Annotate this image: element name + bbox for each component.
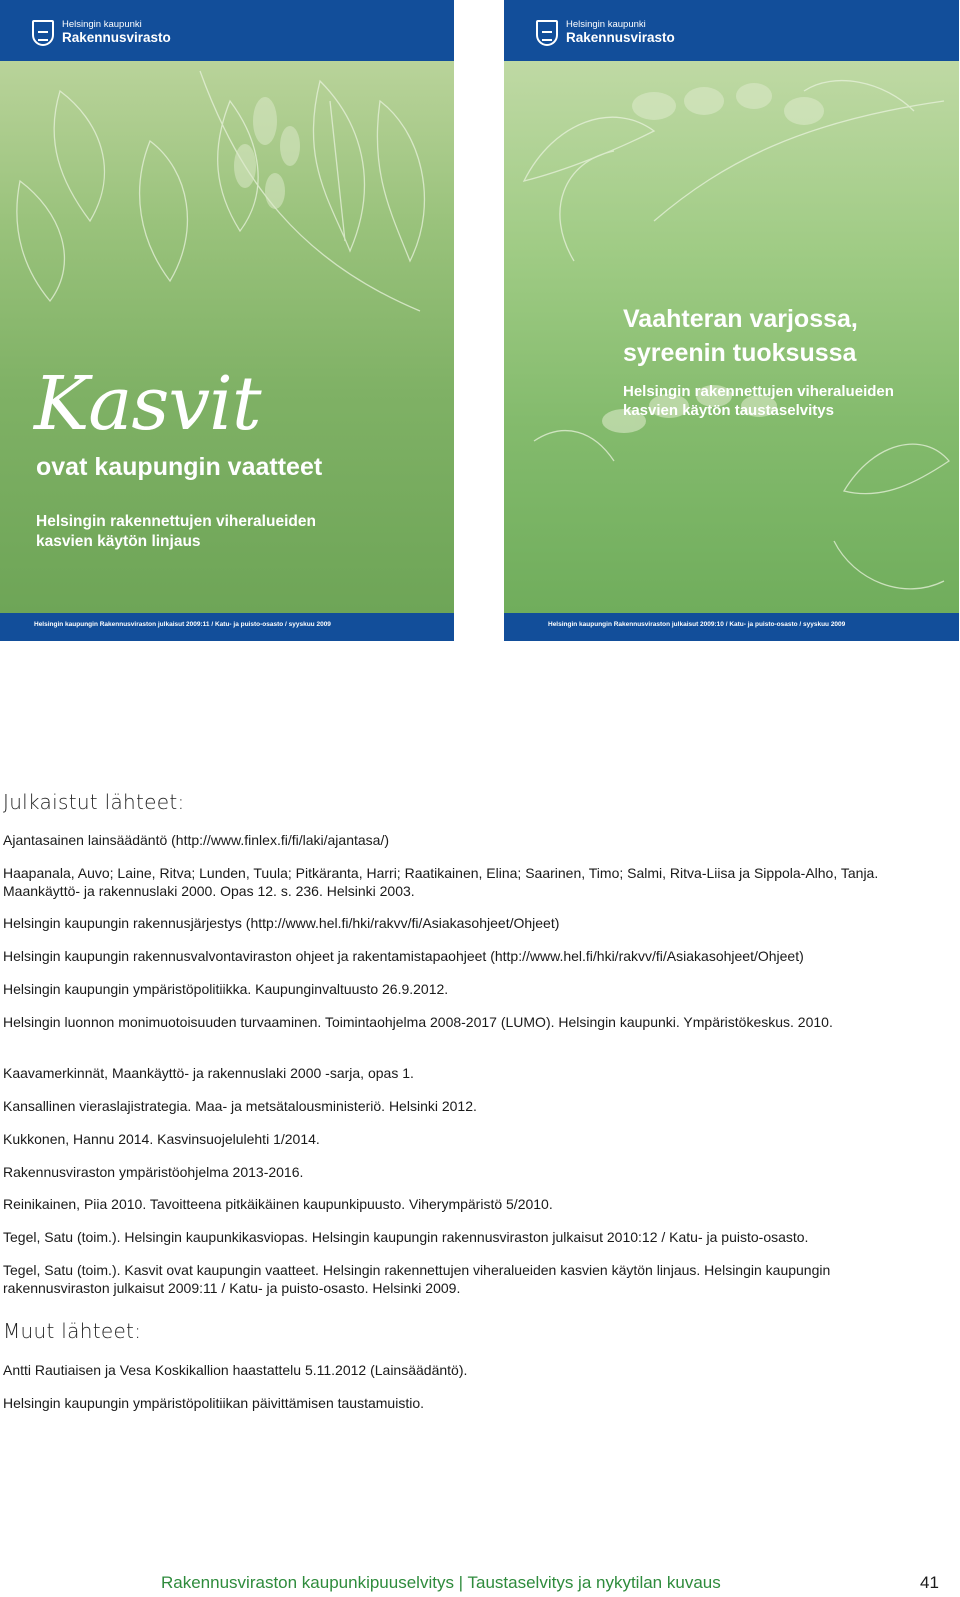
reference-item: Kukkonen, Hannu 2014. Kasvinsuojelulehti 1/2014. [3, 1131, 320, 1147]
reference-item: Reinikainen, Piia 2010. Tavoitteena pitkäikäinen kaupunkipuusto. Viherympäristö 5/2010. [3, 1196, 553, 1212]
reference-item: Helsingin luonnon monimuotoisuuden turvaaminen. Toimintaohjelma 2008-2017 (LUMO). Helsingin kaupunki. Ympäristökeskus. 2010. [3, 1014, 833, 1030]
reference-item: Helsingin kaupungin rakennusvalvontaviraston ohjeet ja rakentamistapaohjeet (http://www.hel.fi/hki/rakvv/fi/Asiakasohjeet/Ohjeet) [3, 948, 804, 964]
published-sources-heading: Julkaistut lähteet: [3, 790, 185, 814]
reference-item: Tegel, Satu (toim.). Kasvit ovat kaupungin vaatteet. Helsingin rakennettujen viheralueiden kasvien käytön linjaus. Helsingin kaupungin rakennusviraston julkaisut 2009:11 / Katu- ja puisto-osasto. Helsinki 2009. [3, 1262, 831, 1296]
cover-title-line-2: syreenin tuoksussa [623, 339, 857, 367]
brand-big: Rakennusvirasto [62, 30, 171, 45]
cover-header-band [504, 0, 959, 61]
brand-small: Helsingin kaupunki [566, 19, 646, 30]
cover-footer-text: Helsingin kaupungin Rakennusviraston julkaisut 2009:10 / Katu- ja puisto-osasto / syyskuu 2009 [548, 621, 846, 628]
cover-line-2: kasvien käytön linjaus [36, 533, 201, 550]
cover-line-2: kasvien käytön taustaselvitys [623, 402, 834, 419]
cover-subtitle: ovat kaupungin vaatteet [36, 453, 323, 481]
reference-item: Helsingin kaupungin rakennusjärjestys (http://www.hel.fi/hki/rakvv/fi/Asiakasohjeet/Ohjeet) [3, 915, 560, 931]
other-sources-heading: Muut lähteet: [3, 1319, 142, 1343]
city-crest-icon [32, 20, 54, 46]
reference-item: Kansallinen vieraslajistrategia. Maa- ja metsätalousministeriö. Helsinki 2012. [3, 1098, 477, 1114]
cover-header-band [0, 0, 454, 61]
reference-item: Antti Rautiaisen ja Vesa Koskikallion haastattelu 5.11.2012 (Lainsäädäntö). [3, 1362, 468, 1378]
reference-item: Helsingin kaupungin ympäristöpolitiikan päivittämisen taustamuistio. [3, 1395, 424, 1411]
cover-title-line-1: Vaahteran varjossa, [623, 305, 858, 333]
cover-illustration [0, 61, 454, 613]
reference-item: Haapanala, Auvo; Laine, Ritva; Lunden, Tuula; Pitkäranta, Harri; Raatikainen, Elina; Saarinen, Timo; Salmi, Ritva-Liisa ja Sippola-Alho, Tanja. Maankäyttö- ja rakennuslaki 2000. Opas 12. s. 236. Helsinki 2003. [3, 865, 879, 899]
cover-illustration [504, 61, 959, 613]
city-crest-icon [536, 20, 558, 46]
footer-document-title: Rakennusviraston kaupunkipuuselvitys | Taustaselvitys ja nykytilan kuvaus [161, 1573, 721, 1592]
cover-title: Kasvit [34, 361, 261, 447]
reference-item: Tegel, Satu (toim.). Helsingin kaupunkikasviopas. Helsingin kaupungin rakennusviraston julkaisut 2010:12 / Katu- ja puisto-osasto. [3, 1229, 809, 1245]
cover-line-1: Helsingin rakennettujen viheralueiden [36, 513, 316, 530]
reference-item: Rakennusviraston ympäristöohjelma 2013-2016. [3, 1164, 304, 1180]
brand-big: Rakennusvirasto [566, 30, 675, 45]
page-number: 41 [920, 1573, 939, 1592]
reference-item: Ajantasainen lainsäädäntö (http://www.finlex.fi/fi/laki/ajantasa/) [3, 832, 389, 848]
cover-line-1: Helsingin rakennettujen viheralueiden [623, 383, 894, 400]
reference-item: Kaavamerkinnät, Maankäyttö- ja rakennuslaki 2000 -sarja, opas 1. [3, 1065, 414, 1081]
cover-kasvit [0, 0, 454, 641]
cover-footer-band [504, 613, 959, 641]
plant-drawing-icon [504, 61, 959, 613]
brand-small: Helsingin kaupunki [62, 19, 142, 30]
cover-vaahteran [504, 0, 959, 641]
reference-item: Helsingin kaupungin ympäristöpolitiikka. Kaupunginvaltuusto 26.9.2012. [3, 981, 449, 997]
cover-footer-band [0, 613, 454, 641]
cover-footer-text: Helsingin kaupungin Rakennusviraston julkaisut 2009:11 / Katu- ja puisto-osasto / syyskuu 2009 [34, 621, 331, 628]
